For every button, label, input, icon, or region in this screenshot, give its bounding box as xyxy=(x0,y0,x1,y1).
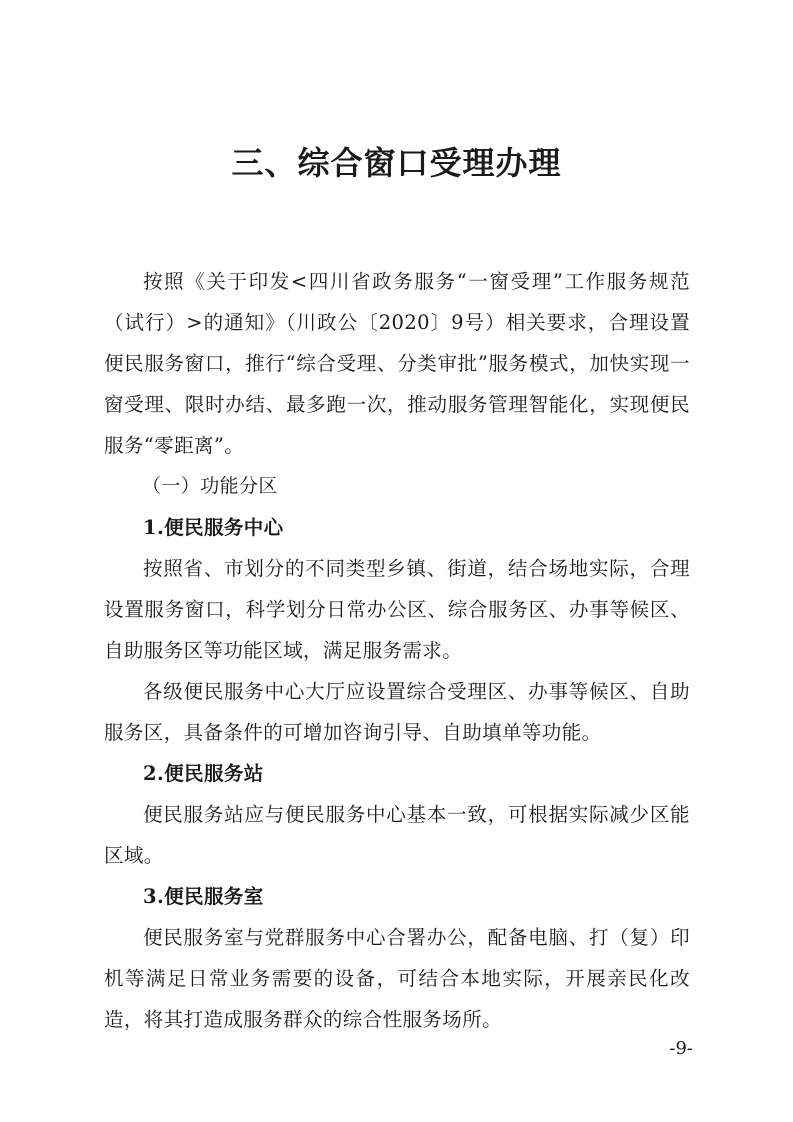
section-heading: （一）功能分区 xyxy=(142,475,278,497)
subsection-heading: 1.便民服务中心 xyxy=(143,516,284,539)
subsection-heading: 2.便民服务站 xyxy=(143,762,264,785)
body-paragraph: 按照省、市划分的不同类型乡镇、街道，结合场地实际，合理设置服务窗口，科学划分日常办公区、综合服务区、办事等候区、自助服务区等功能区域，满足服务需求。 xyxy=(104,557,690,662)
page-number: -9- xyxy=(669,1038,693,1059)
intro-paragraph: 按照《关于印发<四川省政务服务“一窗受理”工作服务规范（试行）>的通知》（川政公〔2020〕9号）相关要求，合理设置便民服务窗口，推行“综合受理、分类审批”服务模式，加快实现一窗受理、限时办结、最多跑一次，推动服务管理智能化，实现便民服务“零距离”。 xyxy=(104,270,690,457)
page-title: 三、综合窗口受理办理 xyxy=(231,144,562,182)
body-paragraph: 便民服务站应与便民服务中心基本一致，可根据实际减少区能区域。 xyxy=(104,803,690,867)
body-paragraph: 各级便民服务中心大厅应设置综合受理区、办事等候区、自助服务区，具备条件的可增加咨询引导、自助填单等功能。 xyxy=(104,680,690,744)
document-body xyxy=(104,261,690,1040)
body-paragraph: 便民服务室与党群服务中心合署办公，配备电脑、打（复）印机等满足日常业务需要的设备，可结合本地实际，开展亲民化改造，将其打造成服务群众的综合性服务场所。 xyxy=(104,926,690,1031)
subsection-heading: 3.便民服务室 xyxy=(143,885,264,908)
